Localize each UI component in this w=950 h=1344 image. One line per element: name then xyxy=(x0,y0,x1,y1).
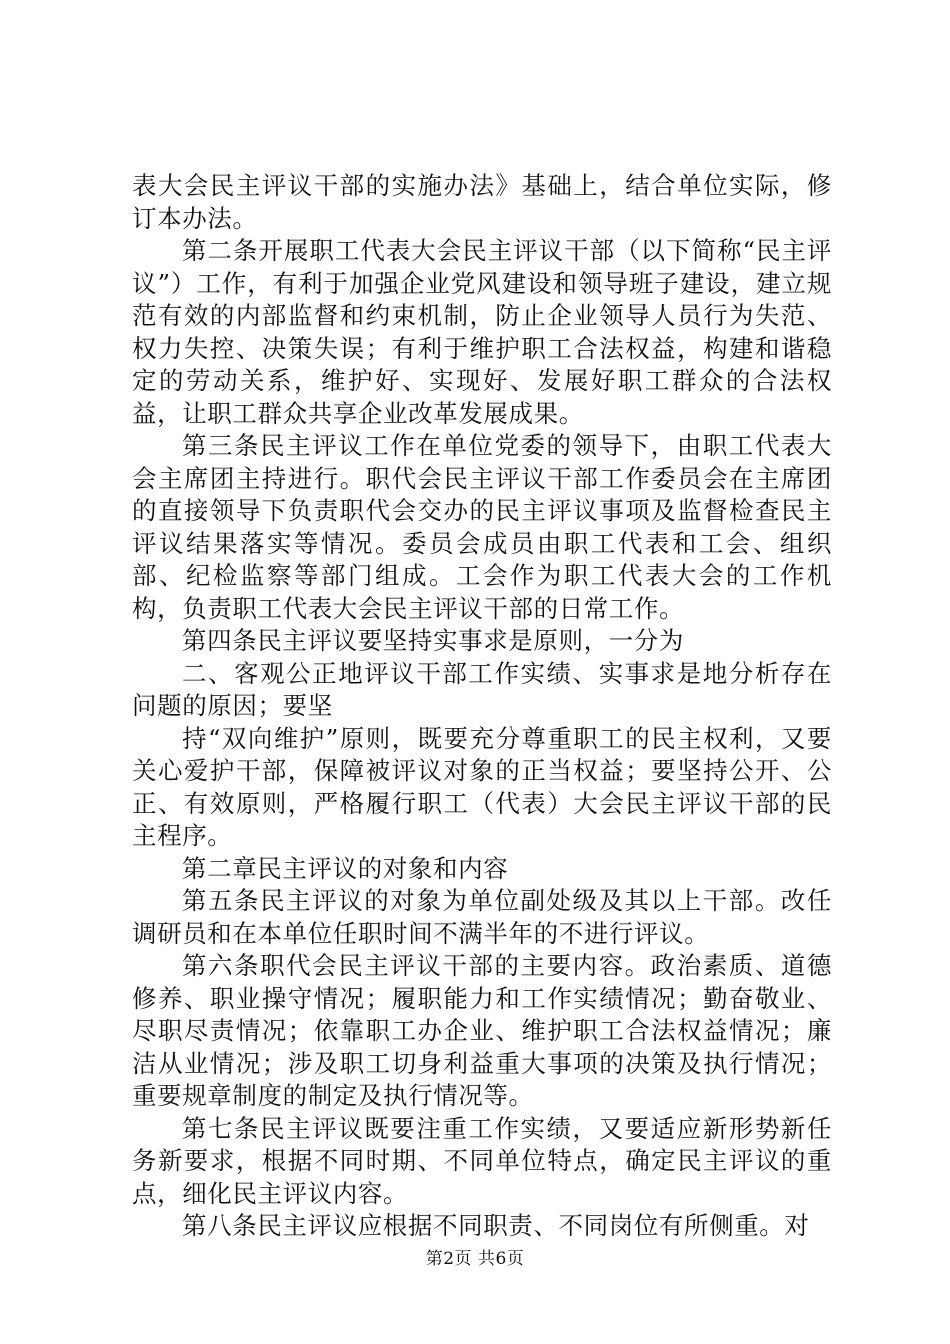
page-footer xyxy=(0,1248,950,1270)
paragraph-article-8: 第八条民主评议应根据不同职责、不同岗位有所侧重。对 xyxy=(182,1211,810,1240)
paragraph-1: 表大会民主评议干部的实施办法》基础上，结合单位实际，修订本办法。 xyxy=(132,171,832,233)
paragraph-article-4-continued: 二、客观公正地评议干部工作实绩、实事求是地分析存在问题的原因；要坚 xyxy=(132,658,832,720)
paragraph-article-4: 第四条民主评议要坚持实事求是原则，一分为 xyxy=(182,626,684,655)
paragraph-article-7: 第七条民主评议既要注重工作实绩，又要适应新形势新任务新要求，根据不同时期、不同单位特点，确定民主评议的重点，细化民主评议内容。 xyxy=(132,1113,832,1208)
paragraph-article-5: 第五条民主评议的对象为单位副处级及其以上干部。改任调研员和在本单位任职时间不满半年的不进行评议。 xyxy=(132,886,832,948)
document-body xyxy=(132,170,832,1243)
paragraph-article-6: 第六条职代会民主评议干部的主要内容。政治素质、道德修养、职业操守情况；履职能力和工作实绩情况；勤奋敬业、尽职尽责情况；依靠职工办企业、维护职工合法权益情况；廉洁从业情况；涉及职工切身利益重大事项的决策及执行情况；重要规章制度的制定及执行情况等。 xyxy=(132,951,832,1110)
chapter-heading: 第二章民主评议的对象和内容 xyxy=(182,853,509,883)
page-number-label: 第2页 共6页 xyxy=(425,1249,525,1269)
paragraph-article-3: 第三条民主评议工作在单位党委的领导下，由职工代表大会主席团主持进行。职代会民主评议干部工作委员会在主席团的直接领导下负责职代会交办的民主评议事项及监督检查民主评议结果落实等情况。委员会成员由职工代表和工会、组织部、纪检监察等部门组成。工会作为职工代表大会的工作机构，负责职工代表大会民主评议干部的日常工作。 xyxy=(132,431,832,623)
paragraph-article-4-principles: 持“双向维护”原则，既要充分尊重职工的民主权利，又要关心爱护干部，保障被评议对象的正当权益；要坚持公开、公正、有效原则，严格履行职工（代表）大会民主评议干部的民主程序。 xyxy=(132,723,832,850)
paragraph-article-2: 第二条开展职工代表大会民主评议干部（以下简称“民主评议”）工作，有利于加强企业党风建设和领导班子建设，建立规范有效的内部监督和约束机制，防止企业领导人员行为失范、权力失控、决策失误；有利于维护职工合法权益，构建和谐稳定的劳动关系，维护好、实现好、发展好职工群众的合法权益，让职工群众共享企业改革发展成果。 xyxy=(132,236,832,428)
